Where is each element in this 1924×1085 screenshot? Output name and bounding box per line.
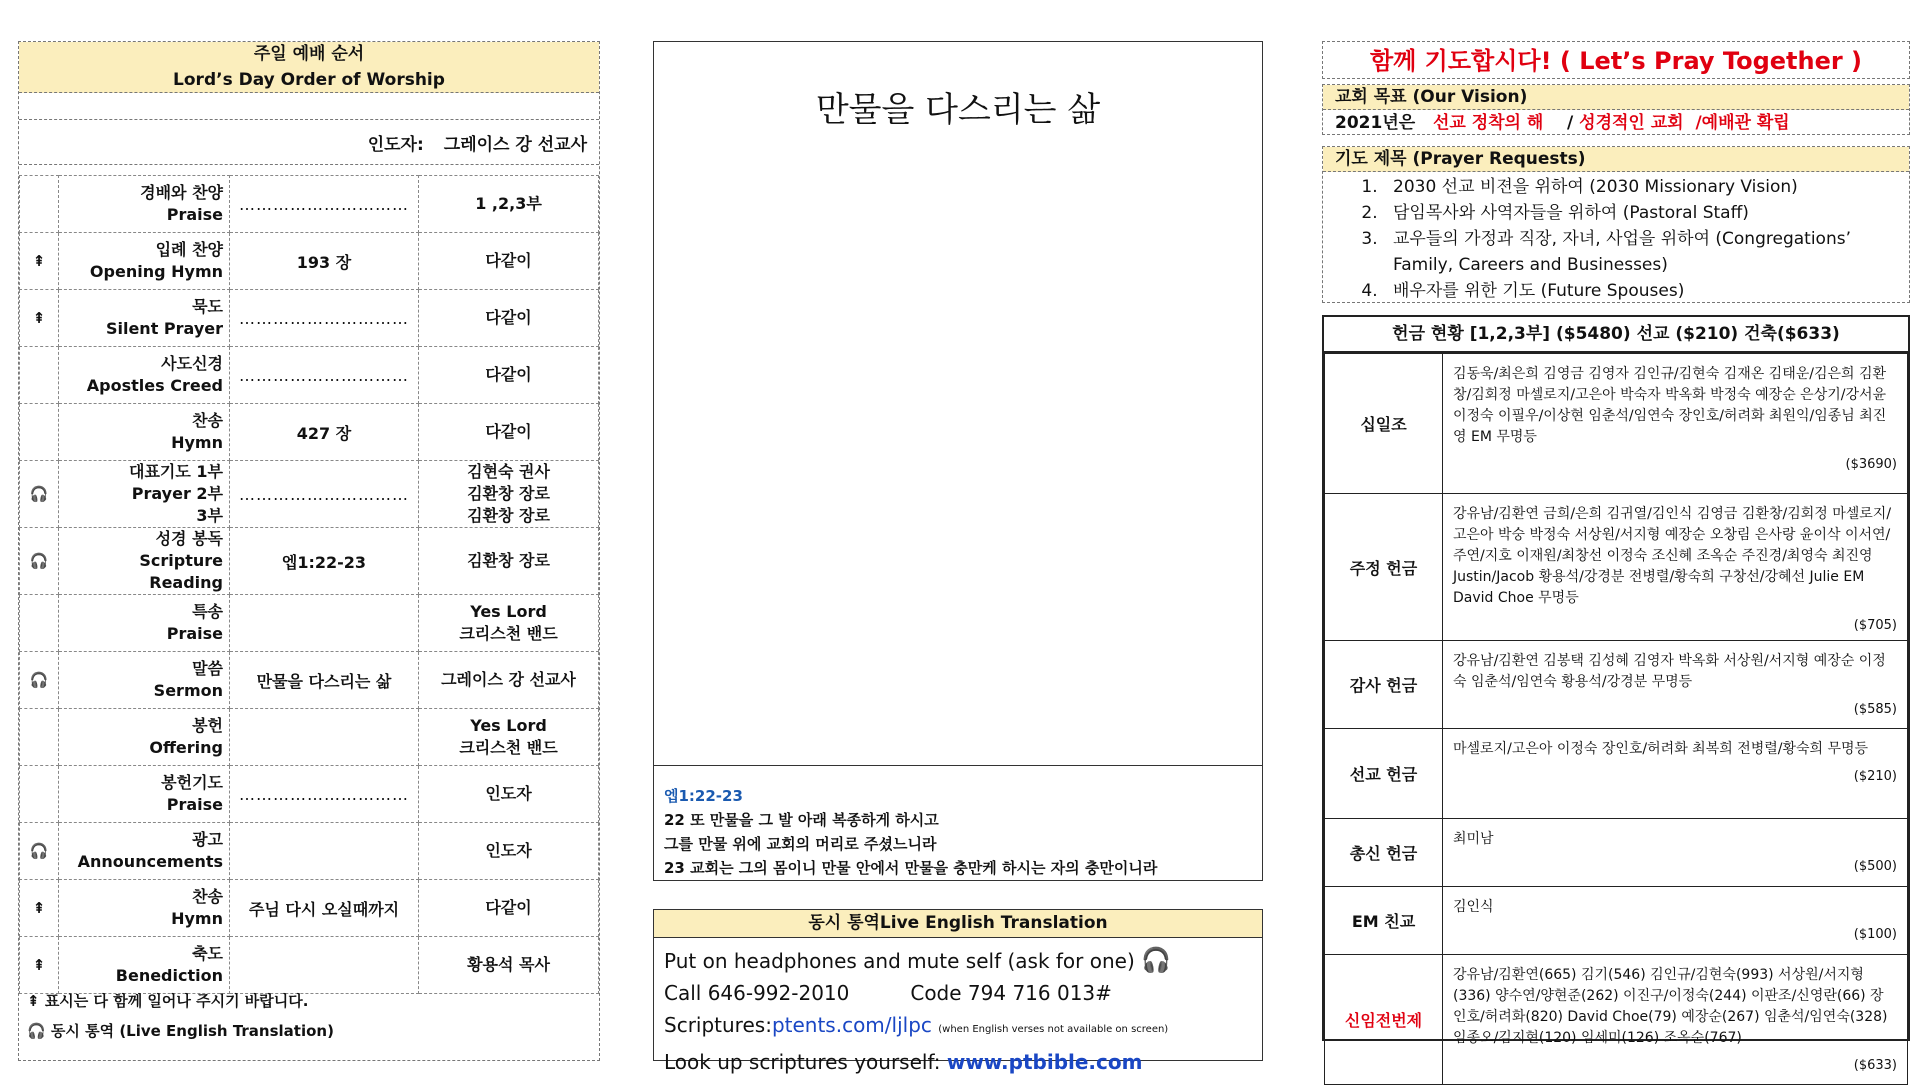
headphones-icon: 🎧 bbox=[1141, 946, 1172, 974]
order-mid-cell bbox=[230, 461, 419, 528]
offering-row bbox=[1325, 641, 1908, 729]
order-name-cell bbox=[59, 176, 230, 233]
offering-names-cell bbox=[1443, 955, 1908, 1085]
leader-name: 그레이스 강 선교사 bbox=[443, 134, 587, 155]
order-right-cell bbox=[419, 880, 599, 937]
prayer-item: 2. 담임목사와 사역자들을 위하여 (Pastoral Staff) bbox=[1383, 200, 1909, 226]
order-name-ko: 찬송 bbox=[192, 887, 223, 906]
order-name-en: Apostles Creed bbox=[86, 376, 223, 395]
vision-year: 2021년은 bbox=[1335, 113, 1416, 133]
offering-names: 김인식 bbox=[1453, 899, 1494, 915]
translation-header: 동시 통역Live English Translation bbox=[654, 910, 1262, 938]
translation-note: 동시 통역 (Live English Translation) bbox=[50, 1022, 334, 1040]
verse-line-1: 22 또 만물을 그 발 아래 복종하게 하시고 bbox=[664, 811, 939, 829]
headphones-icon: 🎧 bbox=[20, 528, 59, 595]
order-mid: 만물을 다스리는 삶 bbox=[256, 671, 392, 691]
offering-names: 최미남 bbox=[1453, 831, 1494, 847]
scripture-label: Scriptures: bbox=[664, 1013, 772, 1037]
order-name-en: Praise bbox=[166, 795, 223, 814]
prayer-header: 기도 제목 (Prayer Requests) bbox=[1323, 147, 1909, 172]
order-row bbox=[20, 347, 599, 404]
order-name-ko: 대표기도 1부 bbox=[129, 462, 223, 481]
order-right-1: 인도자 bbox=[485, 784, 532, 803]
vision-goal-1: 선교 정착의 해 bbox=[1432, 113, 1544, 133]
headphones-icon: 🎧 bbox=[27, 1022, 46, 1040]
order-name-en: Sermon bbox=[153, 681, 223, 700]
order-right-cell bbox=[419, 347, 599, 404]
order-right-1: 김환창 장로 bbox=[467, 551, 550, 570]
order-name-ko: 광고 bbox=[192, 830, 223, 849]
prayer-item: 3. 교우들의 가정과 직장, 자녀, 사업을 위하여 (Congregations’ Family, Careers and Businesses) bbox=[1383, 226, 1909, 278]
order-right-cell bbox=[419, 823, 599, 880]
order-name-ko: 찬송 bbox=[192, 411, 223, 430]
offering-names: 마셀로지/고은아 이정숙 장인호/허려화 최복희 전병렬/황숙희 무명등 bbox=[1453, 741, 1869, 757]
order-name-cell bbox=[59, 233, 230, 290]
leader-row bbox=[19, 120, 599, 165]
order-right-1: 인도자 bbox=[485, 841, 532, 860]
empty-icon-cell bbox=[20, 404, 59, 461]
order-name-3: 3부 bbox=[196, 506, 223, 525]
order-right-3: 김환창 장로 bbox=[467, 506, 550, 525]
order-right-cell bbox=[419, 404, 599, 461]
headphones-icon: 🎧 bbox=[20, 461, 59, 528]
offering-category: EM 친교 bbox=[1325, 887, 1443, 955]
order-right-1: 황용석 목사 bbox=[467, 955, 550, 974]
offering-names: 강유남/김환연 김봉택 김성혜 김영자 박옥화 서상원/서지형 예장순 이정숙 임춘석/임연숙 황용석/강경분 무명등 bbox=[1453, 653, 1886, 690]
order-right-2: 크리스천 밴드 bbox=[459, 738, 558, 757]
worship-title-en: Lord’s Day Order of Worship bbox=[173, 70, 445, 90]
order-mid-cell bbox=[230, 176, 419, 233]
order-row bbox=[20, 937, 599, 994]
order-name-en: Opening Hymn bbox=[89, 262, 223, 281]
order-mid-cell bbox=[230, 528, 419, 595]
order-mid: 엡1:22-23 bbox=[281, 552, 367, 572]
order-mid-cell bbox=[230, 290, 419, 347]
order-right-cell bbox=[419, 766, 599, 823]
order-name-en: Silent Prayer bbox=[105, 319, 223, 338]
offering-names: 강유남/김환연 금희/은희 김귀열/김인식 김영금 김환창/김회정 마셀로지/고은아 박숭 박정숙 서상원/서지형 예장순 오창림 은사랑 윤이삭 이서연/주연/지호 이재원/최창선 이정숙 조신혜 조옥순 주진경/최영숙 최진영 Justin/Jacob 황용석/강경분 전병렬/황숙희 구창선/강혜선 Julie EM David Choe 무명등 bbox=[1453, 506, 1892, 606]
empty-icon-cell bbox=[20, 595, 59, 652]
stand-icon: ⇞ bbox=[20, 233, 59, 290]
order-row bbox=[20, 595, 599, 652]
vision-header: 교회 목표 (Our Vision) bbox=[1323, 85, 1909, 110]
stand-icon: ⇞ bbox=[20, 937, 59, 994]
headphones-icon: 🎧 bbox=[20, 823, 59, 880]
offering-amount: ($210) bbox=[1853, 769, 1897, 784]
sermon-panel bbox=[653, 41, 1263, 881]
order-name-cell bbox=[59, 290, 230, 347]
order-row bbox=[20, 709, 599, 766]
offering-amount: ($500) bbox=[1853, 859, 1897, 874]
offering-amount: ($3690) bbox=[1845, 457, 1897, 472]
offering-table bbox=[1324, 353, 1908, 1085]
offering-category: 십일조 bbox=[1325, 354, 1443, 494]
order-right-cell bbox=[419, 709, 599, 766]
order-right-cell bbox=[419, 176, 599, 233]
sermon-title: 만물을 다스리는 삶 bbox=[815, 90, 1101, 130]
order-mid-cell bbox=[230, 595, 419, 652]
lookup-label: Look up scriptures yourself: bbox=[664, 1050, 941, 1074]
offering-header: 헌금 현황 [1,2,3부] ($5480) 선교 ($210) 건축($633) bbox=[1324, 317, 1908, 353]
order-name-cell bbox=[59, 404, 230, 461]
verse-line-3: 23 교회는 그의 몸이니 만물 안에서 만물을 충만케 하시는 자의 충만이니라 bbox=[664, 859, 1158, 877]
worship-title-ko: 주일 예배 순서 bbox=[253, 44, 365, 64]
order-name-ko: 입례 찬양 bbox=[155, 240, 223, 259]
order-mid: 427 장 bbox=[296, 423, 352, 443]
empty-icon-cell bbox=[20, 709, 59, 766]
offering-row bbox=[1325, 729, 1908, 819]
order-right-cell bbox=[419, 937, 599, 994]
vision-goal-3: /예배관 확립 bbox=[1695, 113, 1790, 133]
stand-icon: ⇞ bbox=[20, 880, 59, 937]
prayer-requests-box bbox=[1322, 146, 1910, 303]
offering-amount: ($585) bbox=[1853, 702, 1897, 717]
offering-category: 신임전번제 bbox=[1325, 955, 1443, 1085]
order-name-en: Hymn bbox=[171, 433, 223, 452]
empty-icon-cell bbox=[20, 176, 59, 233]
empty-icon-cell bbox=[20, 766, 59, 823]
order-mid-cell bbox=[230, 347, 419, 404]
order-mid: 주님 다시 오실때까지 bbox=[248, 899, 400, 919]
order-dots: ………………………… bbox=[239, 784, 409, 804]
order-right-1: 그레이스 강 선교사 bbox=[441, 670, 576, 689]
vision-value bbox=[1323, 110, 1909, 136]
order-name-ko: 성경 봉독 bbox=[155, 529, 223, 548]
order-name-en: Scripture Reading bbox=[139, 551, 223, 592]
order-name-ko: 특송 bbox=[192, 602, 223, 621]
call-number: Call 646-992-2010 bbox=[664, 981, 850, 1005]
order-dots: ………………………… bbox=[239, 308, 409, 328]
order-right-cell bbox=[419, 461, 599, 528]
order-mid-cell bbox=[230, 404, 419, 461]
spacer-row bbox=[19, 93, 599, 120]
order-mid-cell bbox=[230, 652, 419, 709]
order-right-cell bbox=[419, 595, 599, 652]
order-name-cell bbox=[59, 652, 230, 709]
prayer-item: 1. 2030 선교 비젼을 위하여 (2030 Missionary Vision) bbox=[1383, 174, 1909, 200]
order-name-en: Hymn bbox=[171, 909, 223, 928]
offering-amount: ($100) bbox=[1853, 927, 1897, 942]
worship-order-table bbox=[19, 175, 599, 994]
order-row bbox=[20, 766, 599, 823]
order-name-cell bbox=[59, 461, 230, 528]
order-mid-cell bbox=[230, 233, 419, 290]
offering-names-cell bbox=[1443, 729, 1908, 819]
offering-row bbox=[1325, 887, 1908, 955]
order-row bbox=[20, 823, 599, 880]
order-name-ko: 경배와 찬양 bbox=[140, 183, 223, 202]
worship-order-panel bbox=[18, 41, 600, 1061]
offering-category: 선교 헌금 bbox=[1325, 729, 1443, 819]
order-name-en: Offering bbox=[149, 738, 223, 757]
order-name-ko: 묵도 bbox=[192, 297, 223, 316]
order-row bbox=[20, 461, 599, 528]
order-row bbox=[20, 290, 599, 347]
order-name-ko: 축도 bbox=[192, 944, 223, 963]
order-name-cell bbox=[59, 595, 230, 652]
order-name-cell bbox=[59, 823, 230, 880]
vision-goal-2: 성경적인 교회 bbox=[1579, 113, 1684, 133]
order-name-en: Praise bbox=[166, 624, 223, 643]
order-name-cell bbox=[59, 528, 230, 595]
offering-names-cell bbox=[1443, 494, 1908, 641]
order-name-en: Benediction bbox=[115, 966, 223, 985]
order-name-en: Announcements bbox=[77, 852, 223, 871]
offering-amount: ($633) bbox=[1853, 1058, 1897, 1073]
worship-notes bbox=[27, 986, 334, 1046]
verse-reference: 엡1:22-23 bbox=[664, 787, 743, 805]
order-right-cell bbox=[419, 652, 599, 709]
order-right-1: 다같이 bbox=[485, 308, 532, 327]
order-mid: 193 장 bbox=[296, 252, 352, 272]
worship-order-header bbox=[19, 42, 599, 93]
pray-together-title: 함께 기도합시다! ( Let’s Pray Together ) bbox=[1322, 41, 1910, 79]
scripture-box bbox=[654, 765, 1262, 880]
order-name-ko: 봉헌 bbox=[192, 716, 223, 735]
prayer-item: 4. 배우자를 위한 기도 (Future Spouses) bbox=[1383, 278, 1909, 304]
order-row bbox=[20, 652, 599, 709]
offering-row bbox=[1325, 819, 1908, 887]
verse-line-2: 그를 만물 위에 교회의 머리로 주셨느니라 bbox=[664, 835, 937, 853]
order-row bbox=[20, 404, 599, 461]
offering-amount: ($705) bbox=[1853, 618, 1897, 633]
order-name-cell bbox=[59, 709, 230, 766]
order-name-en: Prayer 2부 bbox=[131, 484, 223, 503]
order-right-2: 김환창 장로 bbox=[467, 484, 550, 503]
translation-body bbox=[654, 938, 1262, 1084]
order-name-cell bbox=[59, 880, 230, 937]
offering-names-cell bbox=[1443, 641, 1908, 729]
order-mid-cell bbox=[230, 709, 419, 766]
order-right-1: Yes Lord bbox=[470, 716, 547, 735]
stand-icon: ⇞ bbox=[27, 992, 40, 1010]
order-right-1: 다같이 bbox=[485, 898, 532, 917]
order-row bbox=[20, 528, 599, 595]
offering-row bbox=[1325, 354, 1908, 494]
order-name-en: Praise bbox=[166, 205, 223, 224]
order-right-1: 다같이 bbox=[485, 251, 532, 270]
scripture-note: (when English verses not available on screen) bbox=[938, 1024, 1169, 1035]
offering-names-cell bbox=[1443, 887, 1908, 955]
order-name-ko: 말씀 bbox=[192, 659, 223, 678]
vision-box bbox=[1322, 84, 1910, 135]
leader-label: 인도자: bbox=[367, 134, 424, 155]
offering-category: 총신 헌금 bbox=[1325, 819, 1443, 887]
order-right-cell bbox=[419, 290, 599, 347]
offering-names: 강유남/김환연(665) 김기(546) 김인규/김현숙(993) 서상원/서지형(336) 양수연/양현준(262) 이진구/이정숙(244) 이판조/신영란(66) 장인호/허려화(820) David Choe(79) 예장순(267) 임춘석/임연숙(328) 임종오/김지현(120) 임세미(126) 조옥순(767) bbox=[1453, 967, 1888, 1046]
order-dots: ………………………… bbox=[239, 365, 409, 385]
offering-category: 감사 헌금 bbox=[1325, 641, 1443, 729]
offering-names-cell bbox=[1443, 354, 1908, 494]
scripture-link[interactable]: ptents.com/ljlpc bbox=[771, 1013, 932, 1037]
offering-panel bbox=[1322, 315, 1910, 1073]
order-name-ko: 사도신경 bbox=[161, 354, 223, 373]
order-name-cell bbox=[59, 347, 230, 404]
order-right-1: 다같이 bbox=[485, 365, 532, 384]
prayer-list bbox=[1323, 174, 1909, 304]
translation-panel bbox=[653, 909, 1263, 1074]
meeting-code: Code 794 716 013# bbox=[910, 981, 1112, 1005]
order-right-1: 1 ,2,3부 bbox=[475, 194, 542, 213]
order-right-cell bbox=[419, 528, 599, 595]
offering-row bbox=[1325, 955, 1908, 1085]
headphones-icon: 🎧 bbox=[20, 652, 59, 709]
order-name-cell bbox=[59, 766, 230, 823]
order-row bbox=[20, 176, 599, 233]
order-mid-cell bbox=[230, 766, 419, 823]
order-right-1: 김현숙 권사 bbox=[467, 462, 550, 481]
lookup-link[interactable]: www.ptbible.com bbox=[946, 1050, 1143, 1074]
order-right-1: Yes Lord bbox=[470, 602, 547, 621]
order-name-ko: 봉헌기도 bbox=[161, 773, 223, 792]
offering-names: 김동욱/최은희 김영금 김영자 김인규/김현숙 김재온 김태운/김은희 김환창/김회정 마셀로지/고은아 박숙자 박옥화 박정숙 예장순 은상기/강서윤 이정숙 이필우/이상현 임춘석/임연숙 장인호/허려화 최원익/임종님 최진영 EM 무명등 bbox=[1453, 366, 1887, 445]
order-right-2: 크리스천 밴드 bbox=[459, 624, 558, 643]
offering-names-cell bbox=[1443, 819, 1908, 887]
order-row bbox=[20, 233, 599, 290]
vision-separator: / bbox=[1567, 113, 1574, 133]
order-mid-cell bbox=[230, 880, 419, 937]
stand-note: 표시는 다 함께 일어나 주시기 바랍니다. bbox=[44, 992, 309, 1010]
order-mid-cell bbox=[230, 937, 419, 994]
headphones-instruction: Put on headphones and mute self (ask for one) bbox=[664, 949, 1135, 973]
order-dots: ………………………… bbox=[239, 484, 409, 504]
order-mid-cell bbox=[230, 823, 419, 880]
empty-icon-cell bbox=[20, 347, 59, 404]
order-row bbox=[20, 880, 599, 937]
stand-icon: ⇞ bbox=[20, 290, 59, 347]
order-dots: ………………………… bbox=[239, 194, 409, 214]
offering-category: 주정 헌금 bbox=[1325, 494, 1443, 641]
order-right-cell bbox=[419, 233, 599, 290]
order-right-1: 다같이 bbox=[485, 422, 532, 441]
offering-row bbox=[1325, 494, 1908, 641]
order-name-cell bbox=[59, 937, 230, 994]
